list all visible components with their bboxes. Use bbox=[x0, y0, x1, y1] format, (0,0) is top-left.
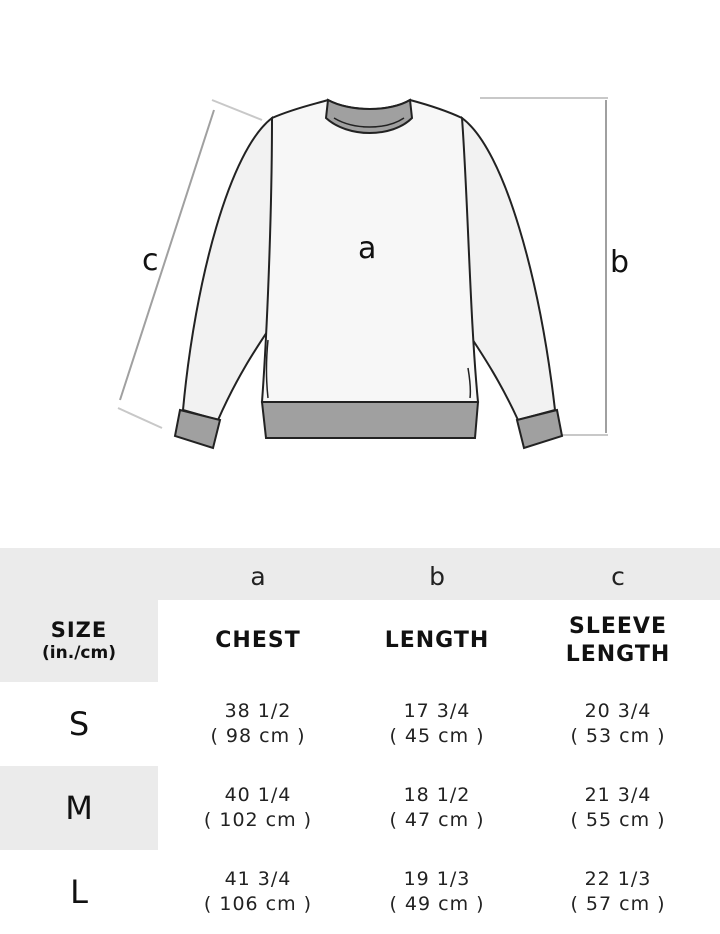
size-header-unit: (in./cm) bbox=[42, 643, 116, 663]
chest-in: 41 3/4 bbox=[224, 868, 292, 890]
label-a: a bbox=[358, 231, 377, 266]
size-table bbox=[0, 548, 720, 934]
label-c: c bbox=[142, 243, 159, 278]
length-cm: ( 47 cm ) bbox=[389, 809, 485, 831]
table-row bbox=[0, 766, 720, 850]
length-value bbox=[358, 766, 516, 850]
sleeve-length-header bbox=[516, 600, 720, 682]
length-value bbox=[358, 850, 516, 934]
chest-cm: ( 102 cm ) bbox=[203, 809, 313, 831]
length-in: 17 3/4 bbox=[403, 700, 471, 722]
sleeve-header-line2: LENGTH bbox=[565, 642, 671, 667]
table-row bbox=[0, 850, 720, 934]
letter-b: b bbox=[429, 561, 445, 591]
chest-value bbox=[158, 682, 358, 766]
sleeve-value bbox=[516, 766, 720, 850]
length-header: LENGTH bbox=[384, 628, 490, 653]
chest-cm: ( 106 cm ) bbox=[203, 893, 313, 915]
sleeve-value bbox=[516, 682, 720, 766]
size-m: M bbox=[0, 766, 158, 850]
chest-cm: ( 98 cm ) bbox=[210, 725, 306, 747]
sleeve-cm: ( 57 cm ) bbox=[570, 893, 666, 915]
table-row bbox=[0, 682, 720, 766]
label-b: b bbox=[610, 245, 630, 280]
length-cm: ( 49 cm ) bbox=[389, 893, 485, 915]
letter-c: c bbox=[611, 561, 625, 591]
size-s: S bbox=[68, 705, 90, 743]
sleeve-header-line1: SLEEVE bbox=[569, 614, 667, 639]
chest-header: CHEST bbox=[215, 628, 301, 653]
sleeve-in: 22 1/3 bbox=[584, 868, 652, 890]
size-l: L bbox=[70, 873, 88, 911]
sleeve-value bbox=[516, 850, 720, 934]
size-header bbox=[0, 600, 158, 682]
letter-blank bbox=[0, 548, 158, 600]
length-in: 18 1/2 bbox=[403, 784, 471, 806]
length-cm: ( 45 cm ) bbox=[389, 725, 485, 747]
chest-value bbox=[158, 766, 358, 850]
chest-value bbox=[158, 850, 358, 934]
chest-in: 40 1/4 bbox=[224, 784, 292, 806]
measurement-letter-row bbox=[0, 548, 720, 600]
letter-a: a bbox=[250, 561, 266, 591]
sleeve-cm: ( 53 cm ) bbox=[570, 725, 666, 747]
sleeve-in: 20 3/4 bbox=[584, 700, 652, 722]
sleeve-in: 21 3/4 bbox=[584, 784, 652, 806]
header-row bbox=[0, 600, 720, 682]
sleeve-cm: ( 55 cm ) bbox=[570, 809, 666, 831]
length-value bbox=[358, 682, 516, 766]
size-header-title: SIZE bbox=[50, 618, 108, 642]
length-in: 19 1/3 bbox=[403, 868, 471, 890]
chest-in: 38 1/2 bbox=[224, 700, 292, 722]
